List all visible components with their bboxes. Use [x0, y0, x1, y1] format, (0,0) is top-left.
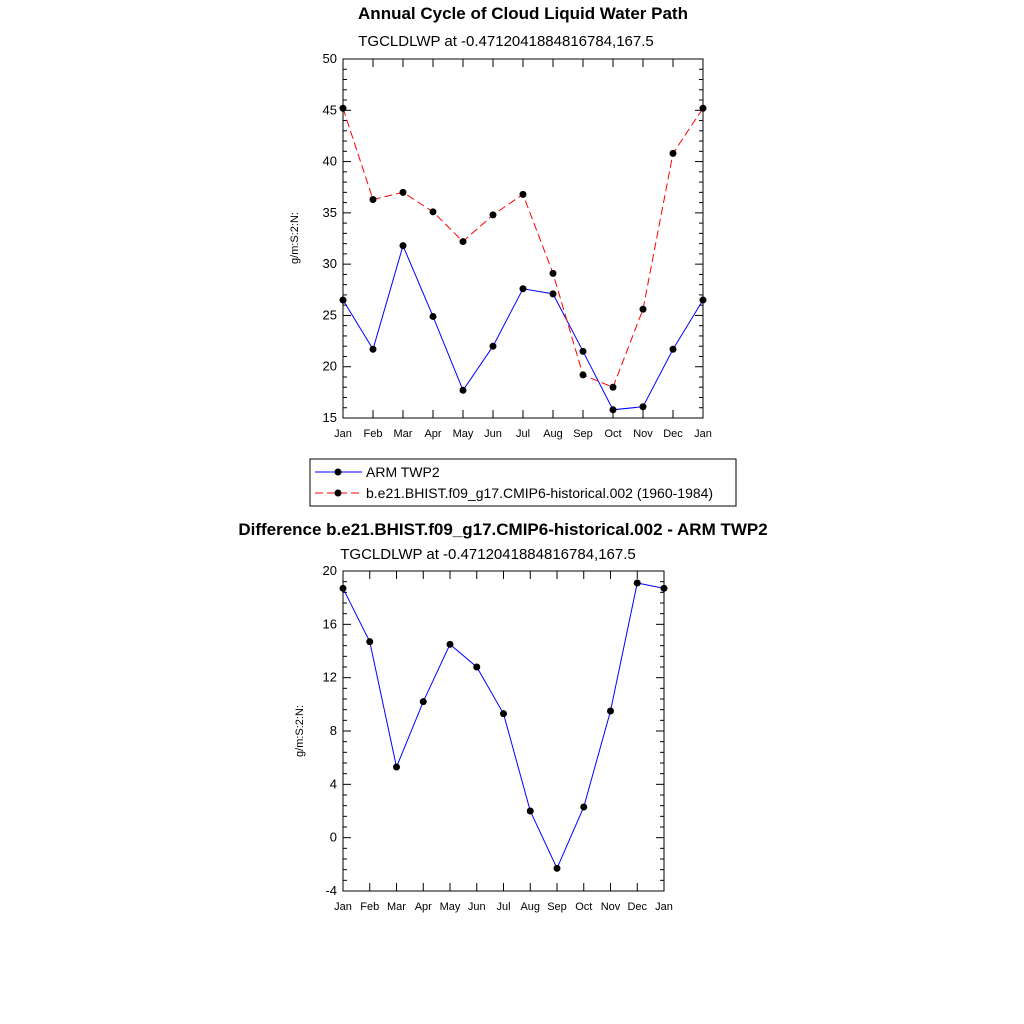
chart1-series-1-point	[640, 306, 647, 313]
chart1-ytick-label: 35	[322, 204, 337, 220]
chart1-series-1-point	[370, 196, 377, 203]
chart2-series-0-point	[473, 664, 480, 671]
chart1-title: Annual Cycle of Cloud Liquid Water Path	[358, 4, 688, 23]
chart2-xtick-label: Jan	[334, 901, 352, 913]
chart1-series-0-point	[580, 348, 587, 355]
chart2-series-0-point	[393, 764, 400, 771]
chart1-ytick-label: 15	[322, 410, 337, 425]
chart1-xtick-label: Apr	[424, 428, 442, 440]
chart2-xtick-label: Nov	[600, 901, 621, 913]
chart2-xtick-label: Jun	[467, 901, 486, 913]
chart1-series-0-point	[520, 285, 527, 292]
chart1-frame	[343, 59, 703, 418]
chart1-series-0-point	[700, 297, 707, 304]
chart2-ytick-label: 8	[329, 723, 337, 738]
chart1-xtick-label: May	[452, 428, 474, 440]
chart2-xtick-label: May	[439, 901, 461, 913]
chart2-series-0-point	[580, 804, 587, 811]
chart2-title: Difference b.e21.BHIST.f09_g17.CMIP6-historical.002 - ARM TWP2	[238, 520, 768, 539]
chart2-ytick-label: 0	[329, 829, 337, 845]
chart1-xtick-label: Jun	[484, 428, 502, 440]
chart1-series-0-point	[340, 297, 347, 304]
chart1-series-0-point	[460, 387, 467, 394]
chart1-ytick-label: 20	[322, 358, 337, 374]
chart2-series-0-point	[634, 580, 641, 587]
chart1-ytick-label: 30	[322, 256, 337, 272]
chart2-xtick-label: Mar	[387, 901, 406, 913]
chart1-series-1-point	[460, 238, 467, 245]
chart1-xtick-label: Jan	[694, 428, 712, 440]
chart2-ytick-label: 12	[322, 669, 337, 685]
chart1-series-0-point	[640, 403, 647, 410]
chart1-series-0-point	[550, 290, 557, 297]
chart1-xtick-label: Aug	[543, 428, 563, 440]
chart1-ytick-label: 45	[322, 102, 337, 118]
chart2-xtick-label: Jan	[655, 901, 673, 913]
chart1-xtick-label: Mar	[393, 428, 413, 440]
legend-label-model: b.e21.BHIST.f09_g17.CMIP6-historical.002 (1960-1984)	[366, 485, 714, 501]
chart1-series-1-point	[430, 208, 437, 215]
chart1-series-0-point	[490, 343, 497, 350]
chart1-series-0-point	[370, 346, 377, 353]
chart1-subtitle: TGCLDLWP at -0.4712041884816784,167.5	[358, 33, 654, 50]
chart2-ytick-label: 4	[329, 776, 337, 792]
chart2-series-0-point	[340, 585, 347, 592]
chart1-xtick-label: Feb	[363, 428, 383, 440]
chart1-series-1-point	[580, 371, 587, 378]
chart2-frame	[343, 571, 664, 891]
chart1-series-0-point	[670, 346, 677, 353]
chart1-series-0-point	[430, 313, 437, 320]
chart2-series-0-point	[554, 865, 561, 872]
chart2-xtick-label: Dec	[627, 901, 648, 913]
chart1-series-0-point	[610, 406, 617, 413]
chart2-series-0-point	[366, 638, 373, 645]
chart1-series-0-line	[343, 246, 703, 410]
legend-label-arm: ARM TWP2	[366, 464, 440, 480]
chart1-series-1-point	[520, 191, 527, 198]
chart1-series-1-point	[400, 189, 407, 196]
chart2-ytick-label: 16	[322, 616, 337, 632]
chart1-series-1-point	[700, 105, 707, 112]
chart2-series-0-point	[500, 710, 507, 717]
chart1-series-1-point	[550, 270, 557, 277]
chart1-ytick-label: 40	[322, 153, 337, 169]
chart2-subtitle: TGCLDLWP at -0.4712041884816784,167.5	[340, 546, 636, 563]
chart1-series-1-point	[340, 105, 347, 112]
chart2-xtick-label: Aug	[520, 901, 541, 913]
chart1-xtick-label: Dec	[663, 428, 683, 440]
chart2-series-0-point	[607, 708, 614, 715]
chart1-plot	[323, 51, 712, 440]
chart1-series-1-point	[670, 150, 677, 157]
chart2-series-0-point	[447, 641, 454, 648]
chart2-series-0-point	[420, 698, 427, 705]
chart1-series-1-line	[343, 108, 703, 387]
chart2-ylabel: g/m:S:2:N:	[294, 705, 306, 757]
chart1-ylabel: g/m:S:2:N:	[289, 212, 301, 264]
chart2-series-0-line	[343, 583, 664, 868]
chart1-xtick-label: Sep	[573, 428, 593, 440]
chart1-xtick-label: Oct	[604, 428, 622, 440]
chart2-series-0-point	[661, 585, 668, 592]
chart1-xtick-label: Jul	[515, 428, 531, 440]
chart1-series-0-point	[400, 242, 407, 249]
chart2-xtick-label: Feb	[360, 901, 380, 913]
chart1-legend	[310, 459, 736, 506]
legend-marker-model	[335, 490, 342, 497]
chart2-ytick-label: 20	[322, 563, 337, 578]
legend-marker-arm	[335, 469, 342, 476]
chart2-ytick-label: -4	[325, 883, 337, 898]
chart1-series-1-point	[610, 384, 617, 391]
chart2-series-0-point	[527, 808, 534, 815]
chart2-xtick-label: Sep	[547, 901, 567, 913]
chart1-xtick-label: Jan	[334, 428, 352, 440]
chart2-xtick-label: Oct	[575, 901, 593, 913]
chart2-plot	[323, 563, 673, 913]
chart2-xtick-label: Jul	[496, 901, 511, 913]
chart1-ytick-label: 25	[322, 307, 337, 323]
chart2-xtick-label: Apr	[414, 901, 432, 913]
chart1-ytick-label: 50	[322, 51, 337, 66]
chart1-series-1-point	[490, 211, 497, 218]
chart1-xtick-label: Nov	[633, 428, 653, 440]
